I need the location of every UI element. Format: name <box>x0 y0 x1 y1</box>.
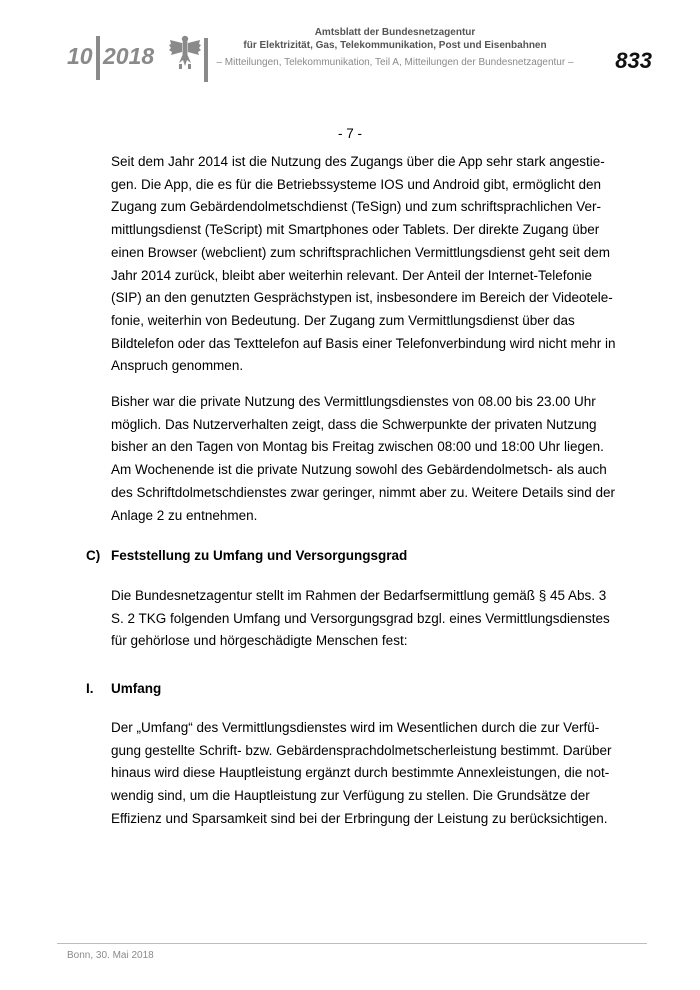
text-line: Jahr 2014 zurück, bleibt aber weiterhin relevant. Der Anteil der Internet-Telefonie <box>111 267 593 283</box>
text-line: gung gestellte Schrift- bzw. Gebärdensprachdolmetscherleistung bestimmt. Darüber <box>111 742 612 758</box>
text-line: möglich. Das Nutzerverhalten zeigt, dass die Schwerpunkte der privaten Nutzung <box>111 416 597 432</box>
paragraph-scope <box>111 717 612 831</box>
text-line: gen. Die App, die es für die Betriebssysteme IOS und Android gibt, ermöglicht den <box>111 176 602 192</box>
gazette-subtitle: – Mitteilungen, Telekommunikation, Teil A, Mitteilungen der Bundesnetzagentur – <box>216 57 574 68</box>
section-i-label: I. <box>86 681 94 696</box>
text-line: wendig sind, um die Hauptleistung zur Verfügung zu stellen. Die Grundsätze der <box>111 788 590 804</box>
text-line: Der „Umfang“ des Vermittlungsdienstes wird im Wesentlichen durch die zur Verfü- <box>111 720 600 735</box>
paragraph-app-usage <box>111 151 616 378</box>
gazette-title-line-2: für Elektrizität, Gas, Telekommunikation, Post und Eisenbahnen <box>243 40 547 51</box>
federal-eagle-icon <box>168 33 202 71</box>
gazette-title <box>210 26 580 52</box>
section-i-heading: Umfang <box>111 681 162 696</box>
text-line: S. 2 TKG folgenden Umfang und Versorgungsgrad bzgl. eines Vermittlungsdienstes <box>111 610 610 626</box>
text-line: Effizienz und Sparsamkeit sind bei der Erbringung der Leistung zu berücksichtigen. <box>111 810 608 826</box>
text-line: bisher an den Tagen von Montag bis Freitag zwischen 08:00 und 18:00 Uhr liegen. <box>111 439 604 455</box>
section-c-label: C) <box>86 548 101 563</box>
footer-date: Bonn, 30. Mai 2018 <box>67 950 154 961</box>
gazette-title-line-1: Amtsblatt der Bundesnetzagentur <box>314 27 476 38</box>
text-line: Am Wochenende ist die private Nutzung sowohl des Gebärdendolmetsch- als auch <box>111 462 607 478</box>
text-line: hinaus wird diese Hauptleistung ergänzt durch bestimmte Annexleistungen, die not- <box>111 765 610 781</box>
page-number: 833 <box>615 48 652 73</box>
issue-number: 10 <box>67 43 93 69</box>
issue-divider <box>96 36 100 80</box>
text-line: Bildtelefon oder das Texttelefon auf Basis einer Telefonverbindung wird nicht mehr in <box>111 335 616 351</box>
text-line: Bisher war die private Nutzung des Vermittlungsdienstes von 08.00 bis 23.00 Uhr <box>111 394 596 409</box>
page-marker: - 7 - <box>337 126 362 141</box>
text-line: einen Browser (webclient) zum schriftsprachlichen Vermittlungsdienst geht seit dem <box>111 244 610 260</box>
text-line: Anspruch genommen. <box>111 358 244 374</box>
text-line: Zugang zum Gebärdendolmetschdienst (TeSign) und zum schriftsprachlichen Ver- <box>111 199 601 215</box>
text-line: (SIP) an den genutzten Gesprächstypen ist, insbesondere im Bereich der Videotele- <box>111 290 613 306</box>
text-line: Seit dem Jahr 2014 ist die Nutzung des Zugangs über die App sehr stark angestie- <box>111 154 605 169</box>
paragraph-determination <box>111 585 610 653</box>
emblem-divider <box>204 38 208 82</box>
text-line: fonie, weiterhin von Bedeutung. Der Zugang zum Vermittlungsdienst über das <box>111 312 575 328</box>
issue-year: 2018 <box>103 43 155 69</box>
footer-rule <box>57 943 647 944</box>
text-line: mittlungsdienst (TeScript) mit Smartphones oder Tablets. Der direkte Zugang über <box>111 222 600 238</box>
text-line: für gehörlose und hörgeschädigte Menschen fest: <box>111 633 408 649</box>
section-c-heading: Feststellung zu Umfang und Versorgungsgrad <box>111 548 408 563</box>
paragraph-private-usage <box>111 391 615 527</box>
text-line: Die Bundesnetzagentur stellt im Rahmen der Bedarfsermittlung gemäß § 45 Abs. 3 <box>111 588 607 603</box>
text-line: des Schriftdolmetschdienstes zwar geringer, nimmt aber zu. Weitere Details sind der <box>111 484 615 500</box>
text-line: Anlage 2 zu entnehmen. <box>111 507 258 523</box>
